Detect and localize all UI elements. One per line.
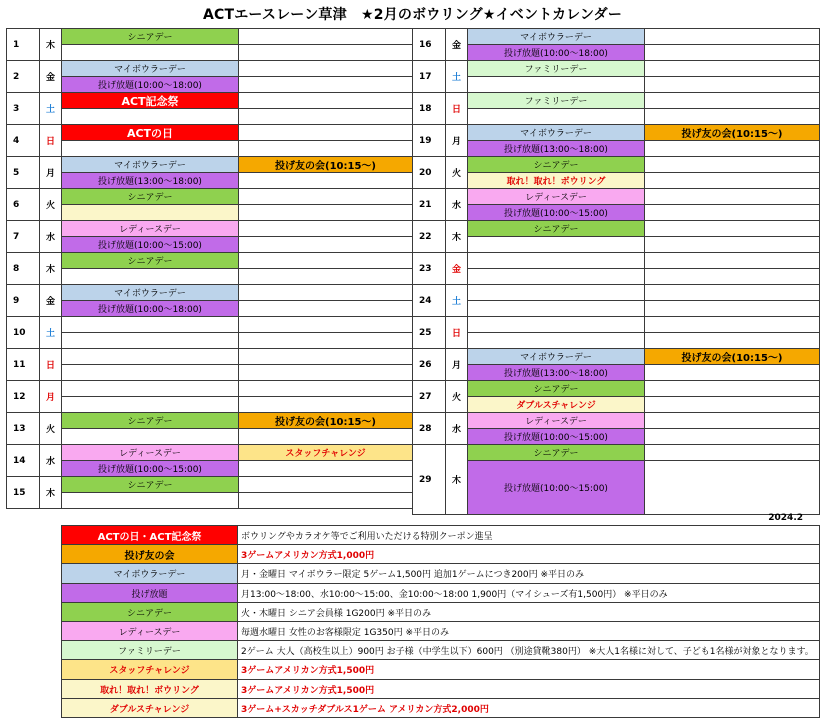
weekday-label: 水 [39, 444, 62, 477]
legend-description: 火・木曜日 シニア会員様 1G200円 ※平日のみ [237, 602, 820, 622]
weekday-label: 日 [39, 124, 62, 157]
day-number: 27 [412, 380, 446, 413]
event-mybowl: マイボウラーデー [61, 60, 239, 77]
day-number: 17 [412, 60, 446, 93]
day-number: 23 [412, 252, 446, 285]
event-toreru: 取れ！取れ！ボウリング [467, 172, 645, 189]
weekday-label: 月 [445, 348, 468, 381]
legend-name: シニアデー [61, 602, 238, 622]
event-nage: 投げ放題(10:00～15:00) [467, 460, 645, 515]
weekday-label: 木 [445, 220, 468, 253]
weekday-label: 土 [445, 284, 468, 317]
day-number: 20 [412, 156, 446, 189]
weekday-label: 木 [39, 252, 62, 285]
weekday-label: 火 [445, 156, 468, 189]
event-senior: シニアデー [467, 156, 645, 173]
day-number: 1 [6, 28, 40, 61]
weekday-label: 土 [39, 92, 62, 125]
day-number: 6 [6, 188, 40, 221]
legend-name: レディースデー [61, 621, 238, 641]
day-number: 15 [6, 476, 40, 509]
day-number: 14 [6, 444, 40, 477]
weekday-label: 水 [445, 188, 468, 221]
event-mybowl: マイボウラーデー [61, 156, 239, 173]
legend-description: 3ゲーム+スカッチダブルス1ゲーム アメリカン方式2,000円 [237, 698, 820, 718]
day-number: 12 [6, 380, 40, 413]
day-number: 4 [6, 124, 40, 157]
legend-description: 3ゲームアメリカン方式1,000円 [237, 544, 820, 564]
weekday-label: 金 [445, 28, 468, 61]
weekday-label: 月 [39, 156, 62, 189]
day-number: 8 [6, 252, 40, 285]
weekday-label: 木 [39, 476, 62, 509]
event-nage: 投げ放題(10:00～18:00) [61, 300, 239, 317]
legend-name: ダブルスチャレンジ [61, 698, 238, 718]
event-staff: スタッフチャレンジ [238, 444, 413, 461]
event-nage: 投げ放題(10:00～18:00) [61, 76, 239, 93]
day-number: 2 [6, 60, 40, 93]
day-number: 7 [6, 220, 40, 253]
day-number: 22 [412, 220, 446, 253]
event-tomo: 投げ友の会(10:15～) [644, 348, 820, 365]
weekday-label: 土 [39, 316, 62, 349]
day-number: 5 [6, 156, 40, 189]
legend-description: 3ゲームアメリカン方式1,500円 [237, 679, 820, 699]
day-number: 26 [412, 348, 446, 381]
event-nage: 投げ放題(10:00～15:00) [61, 460, 239, 477]
event-mybowl: マイボウラーデー [467, 28, 645, 45]
event-senior: シニアデー [467, 444, 645, 461]
weekday-label: 土 [445, 60, 468, 93]
event-senior: シニアデー [61, 476, 239, 493]
day-number: 29 [412, 444, 446, 515]
weekday-label: 水 [39, 220, 62, 253]
weekday-label: 日 [39, 348, 62, 381]
weekday-label: 月 [39, 380, 62, 413]
event-senior: シニアデー [61, 28, 239, 45]
event-tomo: 投げ友の会(10:15～) [238, 156, 413, 173]
event-nage: 投げ放題(13:00～18:00) [61, 172, 239, 189]
event-family: ファミリーデー [467, 92, 645, 109]
legend-description: ボウリングやカラオケ等でご利用いただける特別クーポン進呈 [237, 525, 820, 545]
event-lady: レディースデー [467, 412, 645, 429]
event-act: ACTの日 [61, 124, 239, 141]
event-senior: シニアデー [61, 188, 239, 205]
event-tomo: 投げ友の会(10:15～) [644, 124, 820, 141]
legend-name: スタッフチャレンジ [61, 659, 238, 680]
day-number: 10 [6, 316, 40, 349]
weekday-label: 月 [445, 124, 468, 157]
event-nage: 投げ放題(13:00～18:00) [467, 364, 645, 381]
weekday-label: 木 [39, 28, 62, 61]
legend-name: ACTの日・ACT記念祭 [61, 525, 238, 545]
event-mybowl: マイボウラーデー [61, 284, 239, 301]
weekday-label: 金 [445, 252, 468, 285]
event-lady: レディースデー [61, 444, 239, 461]
weekday-label: 金 [39, 284, 62, 317]
day-number: 21 [412, 188, 446, 221]
event-nage: 投げ放題(10:00～15:00) [467, 428, 645, 445]
day-number: 18 [412, 92, 446, 125]
day-number: 19 [412, 124, 446, 157]
legend-description: 3ゲームアメリカン方式1,500円 [237, 659, 820, 680]
weekday-label: 金 [39, 60, 62, 93]
legend-name: 投げ友の会 [61, 544, 238, 564]
day-number: 16 [412, 28, 446, 61]
event-tomo: 投げ友の会(10:15～) [238, 412, 413, 429]
event-mybowl: マイボウラーデー [467, 124, 645, 141]
event-senior: シニアデー [61, 412, 239, 429]
day-number: 24 [412, 284, 446, 317]
event-nage: 投げ放題(13:00～18:00) [467, 140, 645, 157]
event-double: ダブルスチャレンジ [467, 396, 645, 413]
legend-name: マイボウラーデー [61, 563, 238, 584]
event-lady: レディースデー [467, 188, 645, 205]
day-number: 11 [6, 348, 40, 381]
event-nage: 投げ放題(10:00～15:00) [61, 236, 239, 253]
legend-description: 2ゲーム 大人（高校生以上）900円 お子様（中学生以下）600円 （別途貸靴380円） ※大人1名様に対して、子ども1名様が対象となります。 [237, 640, 820, 660]
legend-description: 月・金曜日 マイボウラー限定 5ゲーム1,500円 追加1ゲームにつき200円 ※平日のみ [237, 563, 820, 584]
day-number: 13 [6, 412, 40, 445]
legend-name: 投げ放題 [61, 583, 238, 603]
page-title: ACTエースレーン草津 ★2月のボウリング★イベントカレンダー [202, 7, 623, 23]
weekday-label: 木 [445, 444, 468, 515]
year-label: 2024.2 [768, 513, 803, 523]
weekday-label: 火 [445, 380, 468, 413]
event-nage: 投げ放題(10:00～15:00) [467, 204, 645, 221]
weekday-label: 日 [445, 92, 468, 125]
event-senior: シニアデー [467, 220, 645, 237]
day-number: 28 [412, 412, 446, 445]
day-number: 9 [6, 284, 40, 317]
event-senior: シニアデー [61, 252, 239, 269]
legend-name: 取れ！取れ！ボウリング [61, 679, 238, 699]
weekday-label: 日 [445, 316, 468, 349]
event-family: ファミリーデー [467, 60, 645, 77]
event-act: ACT記念祭 [61, 92, 239, 109]
legend-description: 月13:00～18:00、水10:00～15:00、金10:00～18:00 1,900円（マイシューズ有1,500円） ※平日のみ [237, 583, 820, 603]
day-number: 3 [6, 92, 40, 125]
event-senior: シニアデー [467, 380, 645, 397]
weekday-label: 水 [445, 412, 468, 445]
day-number: 25 [412, 316, 446, 349]
legend-description: 毎週水曜日 女性のお客様限定 1G350円 ※平日のみ [237, 621, 820, 641]
event-lady: レディースデー [61, 220, 239, 237]
weekday-label: 火 [39, 412, 62, 445]
weekday-label: 火 [39, 188, 62, 221]
event-nage: 投げ放題(10:00～18:00) [467, 44, 645, 61]
legend-name: ファミリーデー [61, 640, 238, 660]
event-mybowl: マイボウラーデー [467, 348, 645, 365]
